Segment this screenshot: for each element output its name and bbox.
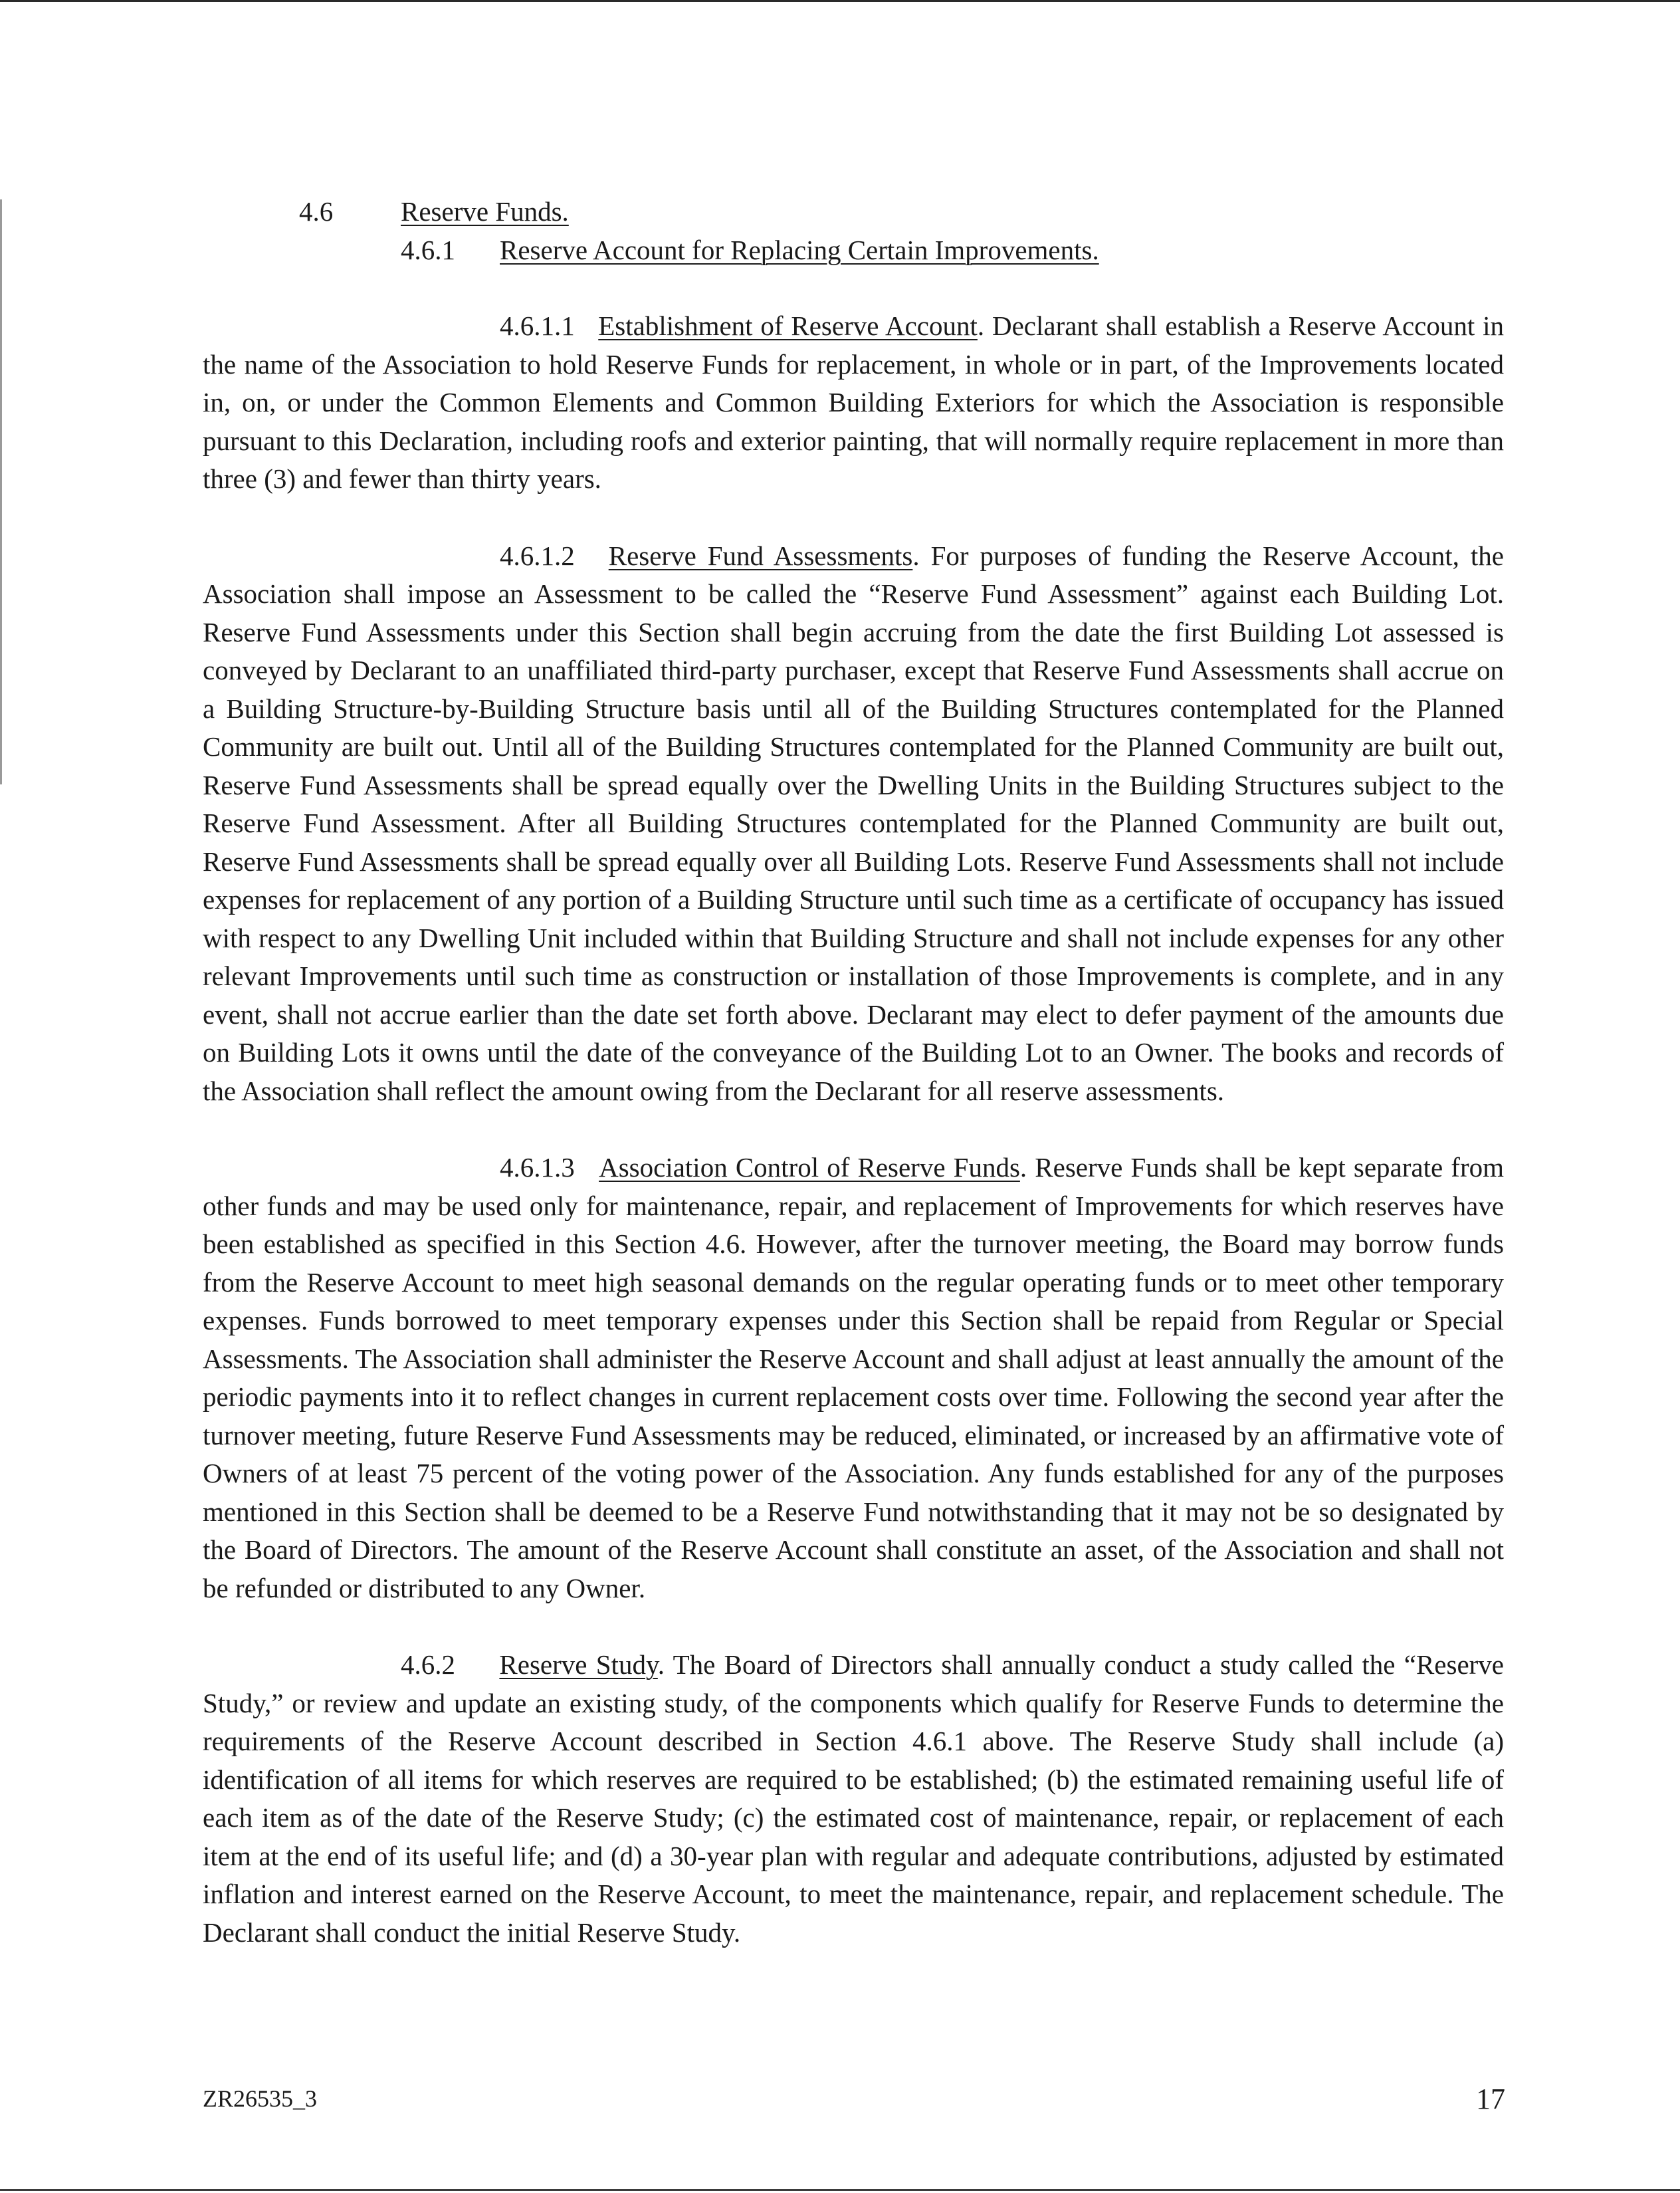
paragraph-title: Association Control of Reserve Funds — [599, 1152, 1020, 1183]
paragraph-number: 4.6.2 — [401, 1649, 455, 1680]
paragraph-text: . Declarant shall establish a Reserve Account in the name of the Association to hold Reserve Funds for replacement, in whole or in part, of the Improvements located in, on, or under the Common Elements and Common Building Exteriors for which the Association is responsible pursuant to this Declaration, including roofs and exterior painting, that will normally require replacement in more than three (3) and fewer than thirty years. — [203, 310, 1504, 494]
scan-border-top — [0, 0, 1680, 2]
paragraph-4-6-2 — [203, 1646, 1504, 1952]
paragraph-4-6-1-1 — [203, 307, 1504, 499]
scan-border-bottom — [0, 2189, 1680, 2191]
subsection-title: Reserve Account for Replacing Certain Improvements. — [500, 234, 1099, 265]
paragraph-4-6-1-3 — [203, 1149, 1504, 1607]
paragraph-number: 4.6.1.1 — [500, 310, 575, 341]
paragraph-number: 4.6.1.2 — [500, 540, 575, 571]
paragraph-title: Reserve Study — [499, 1649, 658, 1680]
subsection-number: 4.6.1 — [401, 234, 455, 265]
paragraph-title: Establishment of Reserve Account — [598, 310, 978, 341]
page-number: 17 — [1476, 2083, 1505, 2115]
subsection-heading — [203, 231, 1504, 270]
scan-border-left — [0, 199, 2, 784]
paragraph-text: . Reserve Funds shall be kept separate from other funds and may be used only for maintenance, repair, and replacement of Improvements for which reserves have been established as specified in this Section 4.6. However, after the turnover meeting, the Board may borrow funds from the Reserve Account to meet high seasonal demands on the regular operating funds or to meet other temporary expenses. Funds borrowed to meet temporary expenses under this Section shall be repaid from Regular or Special Assessments. The Association shall administer the Reserve Account and shall adjust at least annually the amount of the periodic payments into it to reflect changes in current replacement costs over time. Following the second year after the turnover meeting, future Reserve Fund Assessments may be reduced, eliminated, or increased by an affirmative vote of Owners of at least 75 percent of the voting power of the Association. Any funds established for any of the purposes mentioned in this Section shall be deemed to be a Reserve Fund notwithstanding that it may not be so designated by the Board of Directors. The amount of the Reserve Account shall constitute an asset, of the Association and shall not be refunded or distributed to any Owner. — [203, 1152, 1504, 1603]
paragraph-text: . For purposes of funding the Reserve Account, the Association shall impose an Assessment to be called the “Reserve Fund Assessment” against each Building Lot. Reserve Fund Assessments under this Section shall begin accruing from the date the first Building Lot assessed is conveyed by Declarant to an unaffiliated third-party purchaser, except that Reserve Fund Assessments shall accrue on a Building Structure-by-Building Structure basis until all of the Building Structures contemplated for the Planned Community are built out. Until all of the Building Structures contemplated for the Planned Community are built out, Reserve Fund Assessments shall be spread equally over the Dwelling Units in the Building Structures subject to the Reserve Fund Assessment. After all Building Structures contemplated for the Planned Community are built out, Reserve Fund Assessments shall be spread equally over all Building Lots. Reserve Fund Assessments shall not include expenses for replacement of any portion of a Building Structure until such time as a certificate of occupancy has issued with respect to any Dwelling Unit included within that Building Structure and shall not include expenses for any other relevant Improvements until such time as construction or installation of those Improvements is complete, and in any event, shall not accrue earlier than the date set forth above. Declarant may elect to defer payment of the amounts due on Building Lots it owns until the date of the conveyance of the Building Lot to an Owner. The books and records of the Association shall reflect the amount owing from the Declarant for all reserve assessments. — [203, 540, 1505, 1106]
section-title: Reserve Funds. — [401, 196, 569, 227]
page-footer — [0, 2085, 1680, 2125]
document-body — [203, 193, 1504, 1952]
paragraph-number: 4.6.1.3 — [500, 1152, 575, 1183]
document-id: ZR26535_3 — [203, 2085, 318, 2112]
section-number: 4.6 — [299, 196, 334, 227]
paragraph-4-6-1-2 — [203, 537, 1504, 1111]
paragraph-text: . The Board of Directors shall annually conduct a study called the “Reserve Study,” or review and update an existing study, of the components which qualify for Reserve Funds to determine the requirements of the Reserve Account described in Section 4.6.1 above. The Reserve Study shall include (a) identification of all items for which reserves are required to be established; (b) the estimated remaining useful life of each item as of the date of the Reserve Study; (c) the estimated cost of maintenance, repair, or replacement of each item at the end of its useful life; and (d) a 30-year plan with regular and adequate contributions, adjusted by estimated inflation and interest earned on the Reserve Account, to meet the maintenance, repair, and replacement schedule. The Declarant shall conduct the initial Reserve Study. — [203, 1649, 1504, 1948]
section-heading — [203, 193, 1504, 231]
paragraph-title: Reserve Fund Assessments — [608, 540, 913, 571]
